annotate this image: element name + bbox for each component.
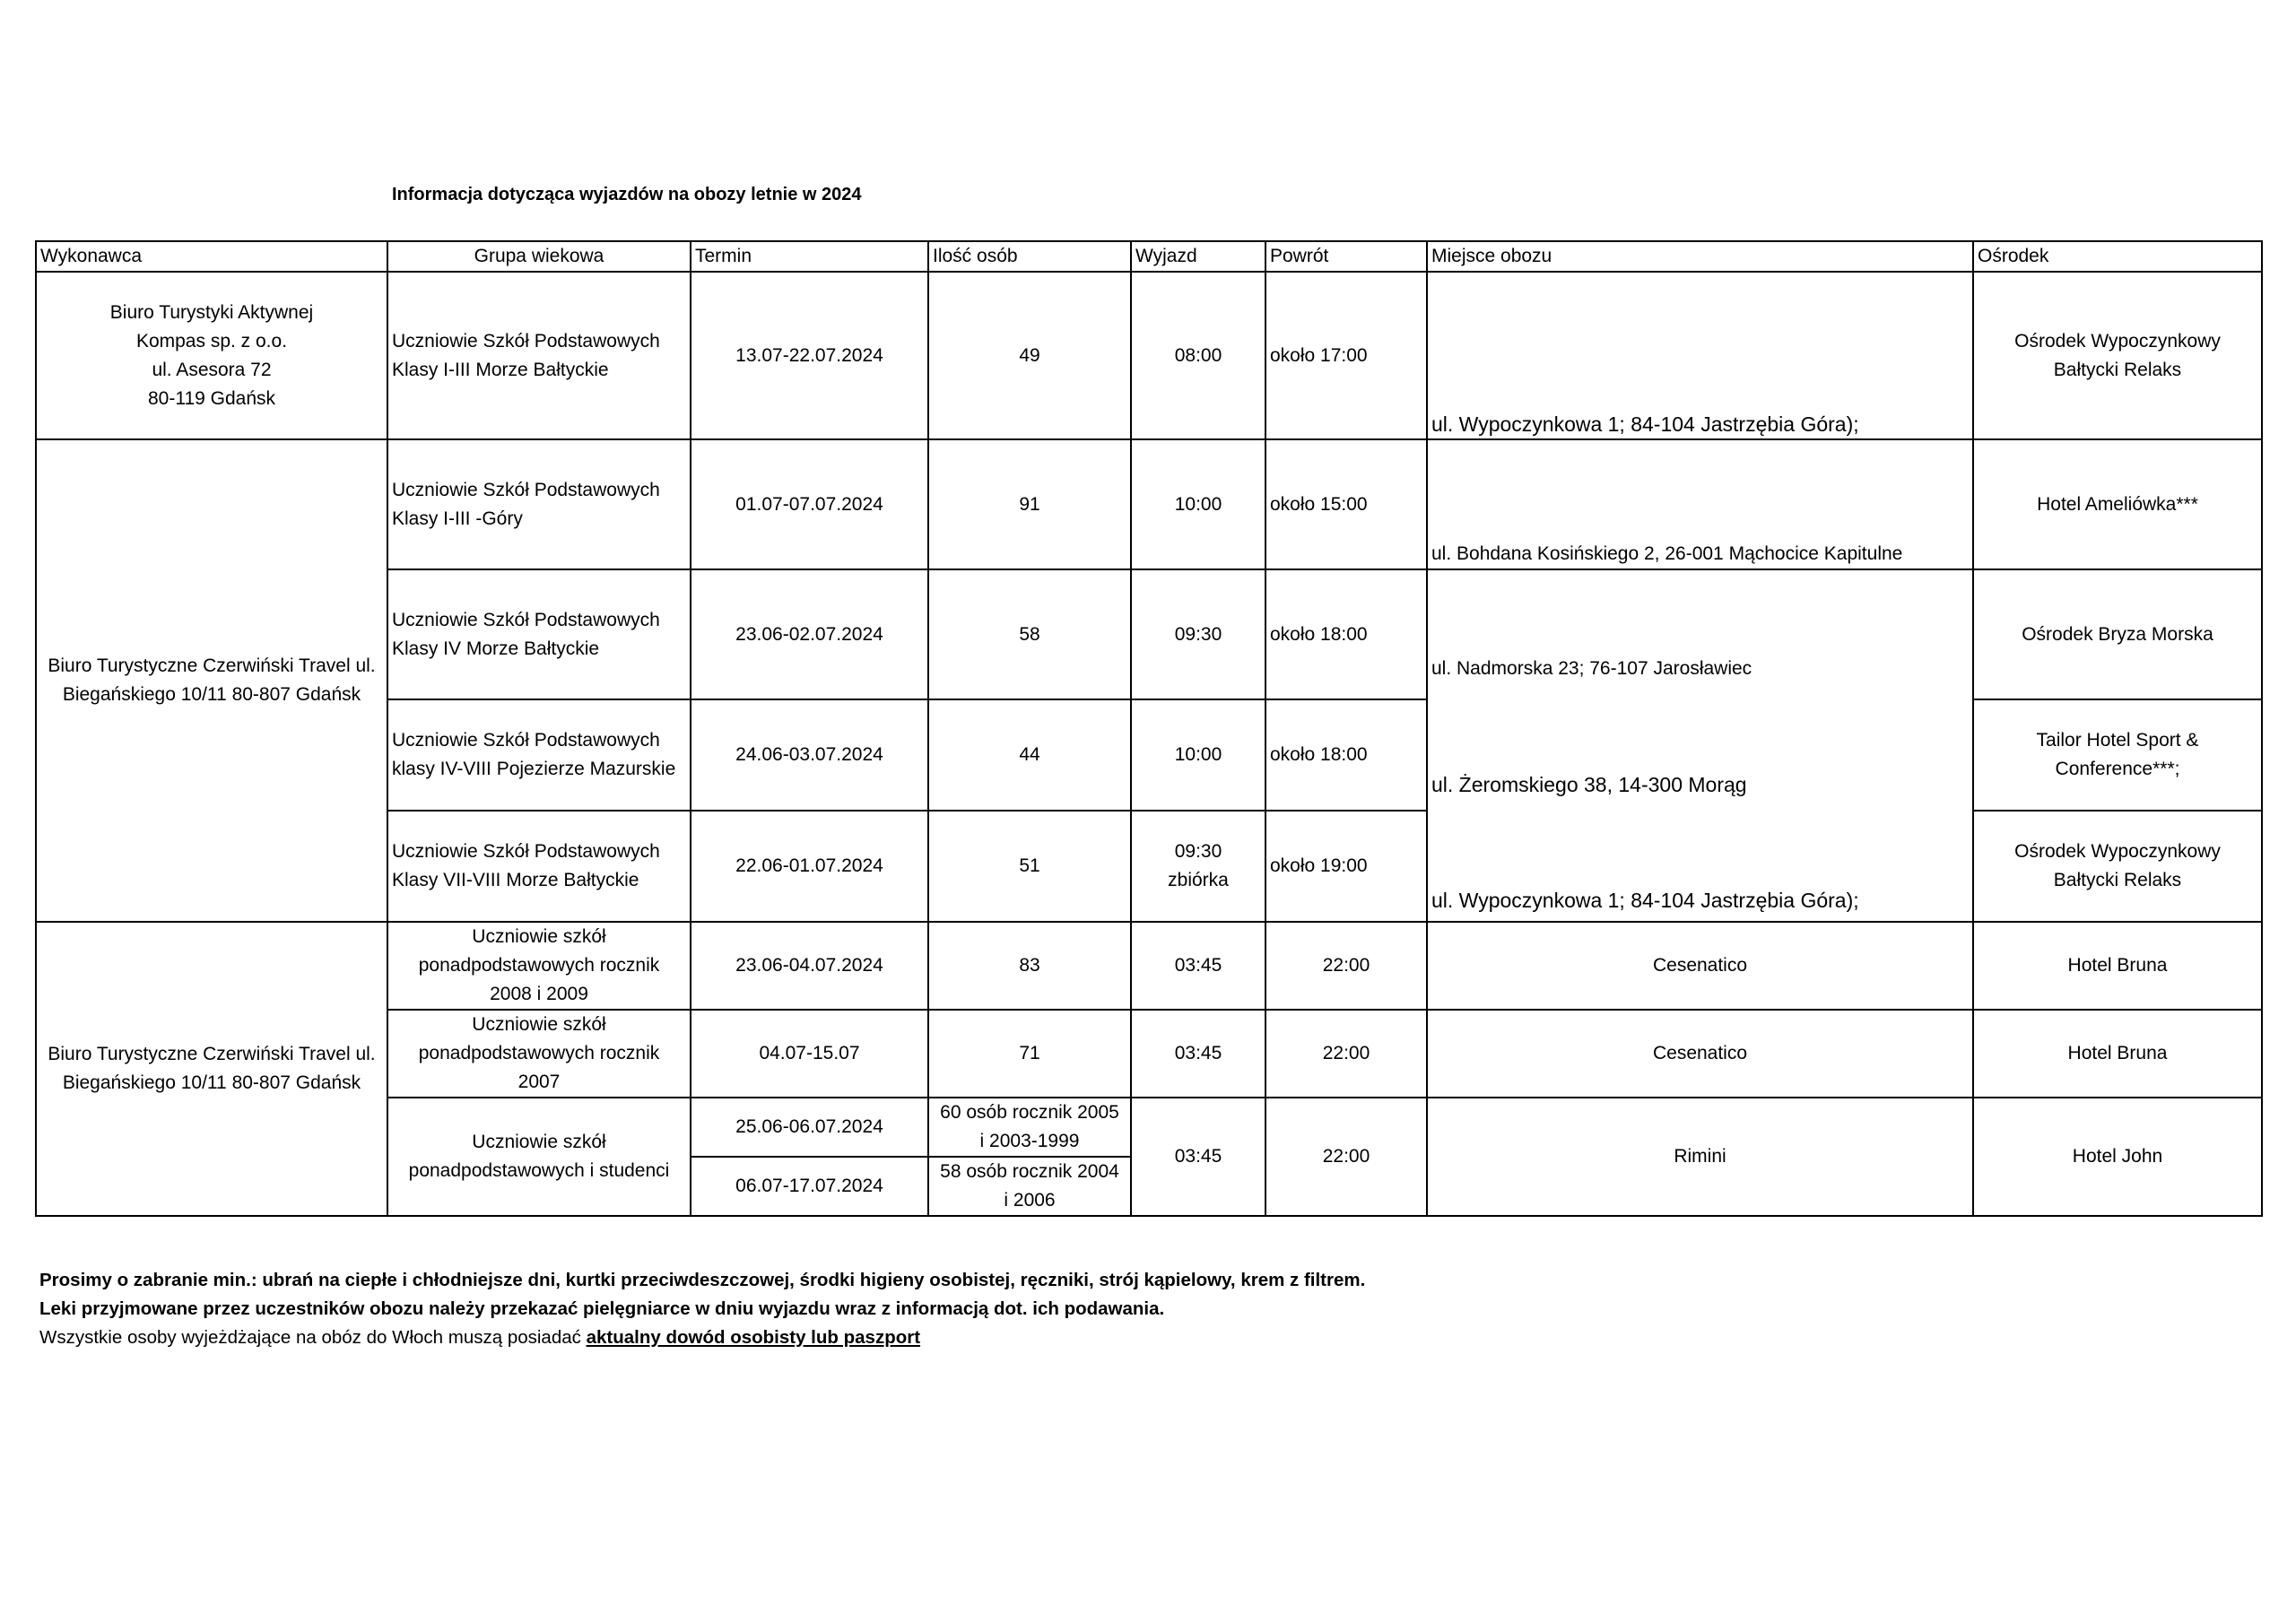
cell-wyjazd: 03:45 xyxy=(1131,922,1265,1010)
cell-grupa: Uczniowie Szkół Podstawowych Klasy I-III Morze Bałtyckie xyxy=(387,272,691,439)
cell-wyjazd: 03:45 xyxy=(1131,1010,1265,1098)
col-header-termin: Termin xyxy=(691,241,928,272)
table-row xyxy=(36,272,2262,439)
note-documents-emphasis: aktualny dowód osobisty lub paszport xyxy=(586,1327,921,1348)
cell-osrodek: Tailor Hotel Sport & Conference***; xyxy=(1973,699,2262,811)
col-header-wykonawca: Wykonawca xyxy=(36,241,387,272)
cell-osrodek: Hotel Bruna xyxy=(1973,922,2262,1010)
cell-ilosc: 60 osób rocznik 2005 i 2003-1999 xyxy=(928,1098,1131,1157)
cell-termin: 01.07-07.07.2024 xyxy=(691,439,928,569)
page-title: Informacja dotycząca wyjazdów na obozy letnie w 2024 xyxy=(392,185,862,204)
cell-wykonawca: Biuro Turystyczne Czerwiński Travel ul. Biegańskiego 10/11 80-807 Gdańsk xyxy=(36,439,387,922)
cell-grupa: Uczniowie Szkół Podstawowych klasy IV-VIII Pojezierze Mazurskie xyxy=(387,699,691,811)
cell-ilosc: 44 xyxy=(928,699,1131,811)
cell-powrot: 22:00 xyxy=(1265,1098,1427,1216)
col-header-miejsce: Miejsce obozu xyxy=(1427,241,1973,272)
cell-termin: 23.06-02.07.2024 xyxy=(691,569,928,699)
cell-ilosc: 49 xyxy=(928,272,1131,439)
cell-grupa: Uczniowie szkół ponadpodstawowych rocznik 2008 i 2009 xyxy=(387,922,691,1010)
col-header-powrot: Powrót xyxy=(1265,241,1427,272)
cell-miejsce-merged xyxy=(1427,569,1973,922)
cell-powrot: 22:00 xyxy=(1265,1010,1427,1098)
merged-places: ul. Nadmorska 23; 76-107 Jarosławiec ul. Żeromskiego 38, 14-300 Morąg ul. Wypoczynkowa 1; 84-104 Jastrzębia Góra); xyxy=(1431,658,1859,912)
cell-grupa: Uczniowie Szkół Podstawowych Klasy I-III -Góry xyxy=(387,439,691,569)
footer-notes xyxy=(39,1266,1365,1352)
cell-osrodek: Hotel Ameliówka*** xyxy=(1973,439,2262,569)
cell-powrot: około 15:00 xyxy=(1265,439,1427,569)
col-header-osrodek: Ośrodek xyxy=(1973,241,2262,272)
note-medication: Leki przyjmowane przez uczestników obozu należy przekazać pielęgniarce w dniu wyjazdu wraz z informacją dot. ich podawania. xyxy=(39,1298,1165,1319)
note-documents xyxy=(39,1324,1365,1352)
cell-wyjazd: 10:00 xyxy=(1131,439,1265,569)
cell-powrot: około 18:00 xyxy=(1265,699,1427,811)
cell-wyjazd: 10:00 xyxy=(1131,699,1265,811)
cell-ilosc: 58 xyxy=(928,569,1131,699)
cell-powrot: około 18:00 xyxy=(1265,569,1427,699)
cell-ilosc: 83 xyxy=(928,922,1131,1010)
cell-osrodek: Ośrodek Wypoczynkowy Bałtycki Relaks xyxy=(1973,811,2262,922)
table-row xyxy=(36,439,2262,569)
cell-grupa: Uczniowie szkół ponadpodstawowych rocznik 2007 xyxy=(387,1010,691,1098)
table-header-row xyxy=(36,241,2262,272)
note-documents-text: Wszystkie osoby wyjeżdżające na obóz do Włoch muszą posiadać xyxy=(39,1327,587,1348)
cell-miejsce: ul. Wypoczynkowa 1; 84-104 Jastrzębia Góra); xyxy=(1427,272,1973,439)
cell-osrodek: Hotel John xyxy=(1973,1098,2262,1216)
cell-wyjazd: 08:00 xyxy=(1131,272,1265,439)
cell-miejsce: ul. Bohdana Kosińskiego 2, 26-001 Mąchocice Kapitulne xyxy=(1427,439,1973,569)
col-header-ilosc: Ilość osób xyxy=(928,241,1131,272)
cell-ilosc: 91 xyxy=(928,439,1131,569)
col-header-wyjazd: Wyjazd xyxy=(1131,241,1265,272)
cell-osrodek: Ośrodek Wypoczynkowy Bałtycki Relaks xyxy=(1973,272,2262,439)
cell-miejsce: Rimini xyxy=(1427,1098,1973,1216)
cell-wykonawca: Biuro Turystyczne Czerwiński Travel ul. Biegańskiego 10/11 80-807 Gdańsk xyxy=(36,922,387,1216)
cell-termin: 04.07-15.07 xyxy=(691,1010,928,1098)
cell-grupa: Uczniowie Szkół Podstawowych Klasy VII-VIII Morze Bałtyckie xyxy=(387,811,691,922)
cell-termin: 24.06-03.07.2024 xyxy=(691,699,928,811)
cell-termin: 23.06-04.07.2024 xyxy=(691,922,928,1010)
cell-powrot: 22:00 xyxy=(1265,922,1427,1010)
cell-termin: 13.07-22.07.2024 xyxy=(691,272,928,439)
table-row xyxy=(36,922,2262,1010)
cell-miejsce: Cesenatico xyxy=(1427,922,1973,1010)
camps-table xyxy=(35,240,2263,1217)
cell-osrodek: Ośrodek Bryza Morska xyxy=(1973,569,2262,699)
cell-ilosc: 51 xyxy=(928,811,1131,922)
cell-ilosc: 71 xyxy=(928,1010,1131,1098)
col-header-grupa: Grupa wiekowa xyxy=(387,241,691,272)
cell-grupa: Uczniowie Szkół Podstawowych Klasy IV Morze Bałtyckie xyxy=(387,569,691,699)
cell-powrot: około 19:00 xyxy=(1265,811,1427,922)
cell-powrot: około 17:00 xyxy=(1265,272,1427,439)
cell-wyjazd: 09:30 xyxy=(1131,569,1265,699)
cell-miejsce: Cesenatico xyxy=(1427,1010,1973,1098)
cell-osrodek: Hotel Bruna xyxy=(1973,1010,2262,1098)
cell-grupa: Uczniowie szkół ponadpodstawowych i studenci xyxy=(387,1098,691,1216)
cell-termin: 06.07-17.07.2024 xyxy=(691,1157,928,1216)
cell-termin: 22.06-01.07.2024 xyxy=(691,811,928,922)
cell-wykonawca: Biuro Turystyki Aktywnej Kompas sp. z o.o. ul. Asesora 72 80-119 Gdańsk xyxy=(36,272,387,439)
cell-wyjazd: 03:45 xyxy=(1131,1098,1265,1216)
cell-termin: 25.06-06.07.2024 xyxy=(691,1098,928,1157)
cell-ilosc: 58 osób rocznik 2004 i 2006 xyxy=(928,1157,1131,1216)
note-packing: Prosimy o zabranie min.: ubrań na ciepłe i chłodniejsze dni, kurtki przeciwdeszczowej, środki higieny osobistej, ręczniki, strój kąpielowy, krem z filtrem. xyxy=(39,1270,1366,1290)
cell-wyjazd: 09:30 zbiórka xyxy=(1131,811,1265,922)
